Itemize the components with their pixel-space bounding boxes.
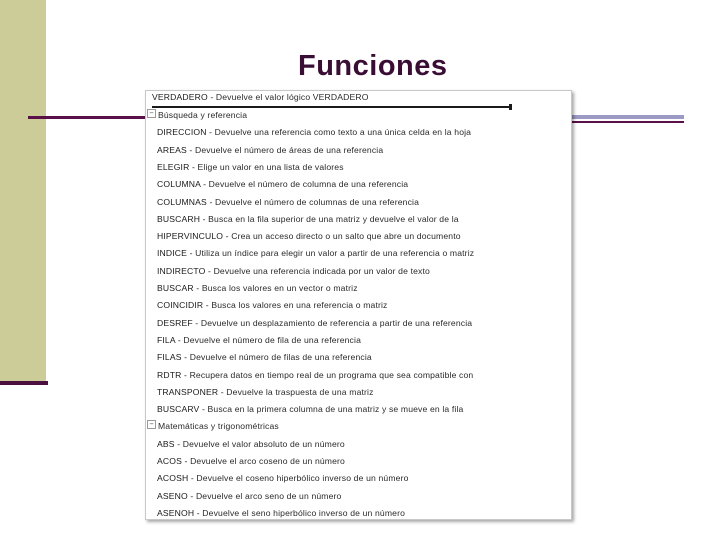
function-item[interactable] [157, 263, 430, 280]
function-description: Devuelve el número de fila de una referencia [183, 334, 361, 345]
function-item[interactable] [157, 176, 408, 193]
function-separator: - [174, 438, 183, 449]
slide-title: Funciones [298, 50, 448, 82]
function-name: INDIRECTO [157, 265, 206, 276]
function-name: ELEGIR [157, 161, 190, 172]
function-name: FILA [157, 334, 176, 345]
function-item[interactable] [157, 367, 473, 384]
function-item[interactable] [157, 194, 419, 211]
function-item[interactable] [157, 488, 342, 505]
function-item-verdadero[interactable] [152, 91, 510, 108]
function-item[interactable] [157, 280, 358, 297]
category-header[interactable] [158, 107, 247, 124]
function-item[interactable] [157, 505, 405, 520]
category-label: Matemáticas y trigonométricas [158, 421, 279, 432]
collapse-minus-icon[interactable]: − [147, 109, 156, 118]
function-name: DESREF [157, 317, 193, 328]
function-name: ACOS [157, 456, 182, 466]
function-separator: - [206, 196, 215, 207]
function-item[interactable] [157, 297, 388, 314]
function-name: VERDADERO [152, 92, 208, 102]
function-description: Devuelve una referencia como texto a una única celda en la hoja [214, 127, 472, 138]
function-name: ABS [157, 438, 175, 449]
function-item[interactable] [157, 211, 459, 228]
function-name: ACOSH [157, 473, 189, 484]
function-name: HIPERVINCULO [157, 231, 224, 242]
function-separator: - [188, 473, 197, 484]
function-item[interactable] [157, 142, 383, 159]
function-separator: - [218, 386, 227, 397]
function-name: ASENOH [157, 507, 195, 518]
function-description: Utiliza un índice para elegir un valor a partir de una referencia o matriz [195, 248, 475, 259]
category-label: Búsqueda y referencia [158, 110, 248, 120]
function-description: Busca en la primera columna de una matriz y se mueve en la fila [207, 404, 464, 415]
function-item[interactable] [157, 159, 344, 176]
function-description: Devuelve el coseno hiperbólico inverso de un número [196, 473, 409, 484]
function-name: INDICE [157, 248, 188, 259]
collapse-minus-icon[interactable]: − [147, 420, 156, 429]
function-separator: - [223, 231, 232, 242]
function-description: Recupera datos en tiempo real de un programa que sea compatible con [189, 369, 474, 380]
function-name: AREAS [157, 144, 187, 155]
function-list-panel[interactable] [145, 90, 572, 520]
function-name: RDTR [157, 369, 182, 380]
function-separator: - [181, 456, 191, 466]
function-name: ASENO [157, 490, 188, 501]
function-separator: - [186, 144, 195, 155]
function-description: Devuelve un desplazamiento de referencia a partir de una referencia [200, 317, 473, 328]
function-description: Devuelve el valor lógico VERDADERO [215, 92, 369, 102]
function-separator: - [187, 248, 196, 259]
function-description: Busca en la fila superior de una matriz y devuelve el valor de la [208, 213, 459, 224]
function-separator: - [200, 179, 209, 190]
function-description: Devuelve una referencia indicada por un valor de texto [213, 265, 430, 276]
selection-end-marker [509, 104, 512, 110]
slide-side-bar-rule [0, 381, 48, 385]
function-description: Elige un valor en una lista de valores [197, 161, 344, 172]
function-separator: - [181, 352, 190, 363]
category-header[interactable] [158, 418, 279, 435]
function-separator: - [205, 265, 214, 276]
function-separator: - [187, 490, 196, 501]
function-separator: - [181, 369, 190, 380]
function-description: Crea un acceso directo o un salto que abre un documento [231, 231, 461, 242]
function-separator: - [207, 92, 216, 102]
function-description: Devuelve el número de columna de una referencia [208, 179, 409, 190]
title-rule-right-thin [572, 121, 684, 123]
function-name: BUSCARV [157, 404, 200, 415]
function-description: Devuelve la traspuesta de una matriz [226, 386, 374, 397]
function-description: Devuelve el número de columnas de una referencia [215, 196, 420, 207]
function-separator: - [175, 334, 184, 345]
function-name: FILAS [157, 352, 182, 363]
function-item[interactable] [157, 349, 372, 366]
function-name: TRANSPONER [157, 386, 219, 397]
function-separator: - [203, 300, 212, 311]
function-item[interactable] [157, 332, 361, 349]
function-separator: - [194, 507, 203, 518]
function-description: Devuelve el arco seno de un número [195, 490, 342, 501]
function-item[interactable] [157, 245, 474, 262]
function-description: Busca los valores en un vector o matriz [201, 283, 358, 293]
function-name: COINCIDIR [157, 300, 204, 311]
function-separator: - [192, 317, 201, 328]
function-separator: - [206, 127, 215, 138]
function-name: BUSCAR [157, 283, 194, 293]
function-separator: - [193, 283, 202, 293]
function-name: COLUMNA [157, 179, 201, 190]
function-item[interactable] [157, 124, 471, 141]
function-description: Devuelve el valor absoluto de un número [182, 438, 345, 449]
function-item[interactable] [157, 228, 461, 245]
function-item[interactable] [157, 453, 345, 470]
title-rule-left [28, 116, 148, 119]
function-separator: - [200, 213, 209, 224]
function-separator: - [199, 404, 208, 415]
function-description: Busca los valores en una referencia o matriz [211, 300, 388, 311]
slide-side-bar [0, 0, 46, 383]
function-description: Devuelve el número de áreas de una referencia [194, 144, 384, 155]
function-description: Devuelve el arco coseno de un número [190, 456, 345, 466]
title-rule-right-thick [572, 115, 684, 119]
function-item[interactable] [157, 384, 374, 401]
function-description: Devuelve el seno hiperbólico inverso de un número [202, 507, 406, 518]
function-item[interactable] [157, 315, 472, 332]
function-name: BUSCARH [157, 213, 201, 224]
function-item[interactable] [157, 436, 345, 453]
function-item[interactable] [157, 401, 463, 418]
function-separator: - [189, 161, 198, 172]
function-name: DIRECCION [157, 127, 207, 138]
function-name: COLUMNAS [157, 196, 207, 207]
function-item[interactable] [157, 470, 409, 487]
function-description: Devuelve el número de filas de una referencia [189, 352, 372, 363]
